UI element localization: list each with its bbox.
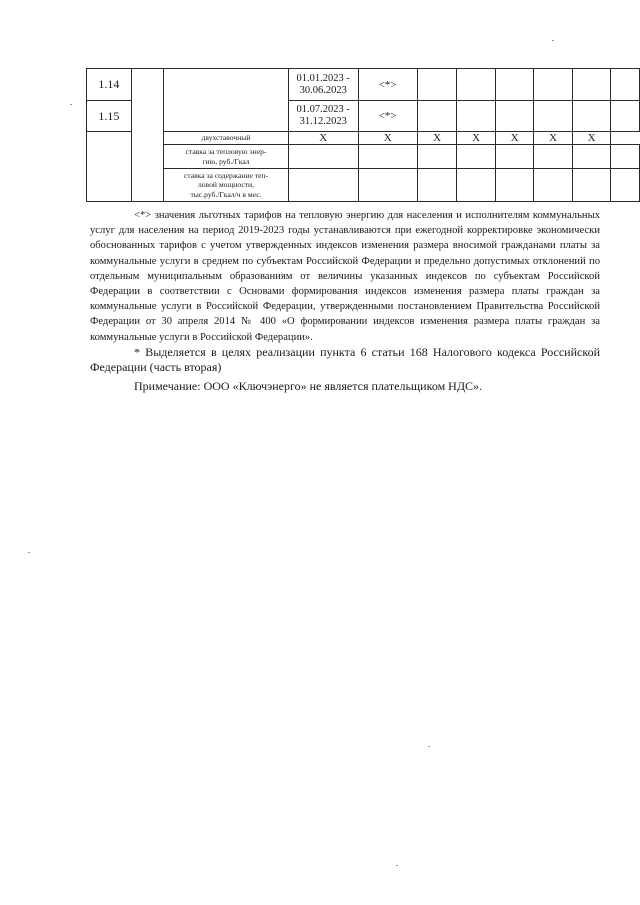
remark-note: Примечание: ООО «Ключэнерго» не является плательщиком НДС». bbox=[134, 378, 483, 393]
row-number: 1.14 bbox=[87, 69, 132, 101]
table-row bbox=[87, 69, 640, 101]
table-row bbox=[87, 145, 640, 169]
scan-speck bbox=[396, 865, 398, 866]
merged-blank-cell bbox=[131, 69, 163, 202]
vat-note: * Выделяется в целях реализации пункта 6 статьи 168 Налогового кодекса Российской Федерации (часть вторая) bbox=[90, 344, 600, 374]
x-mark: X bbox=[288, 132, 358, 145]
x-mark: X bbox=[358, 132, 417, 145]
period-end: 30.06.2023 bbox=[299, 84, 347, 96]
x-mark: X bbox=[457, 132, 496, 145]
x-mark: X bbox=[572, 132, 611, 145]
row-number: 1.15 bbox=[87, 101, 132, 132]
scan-speck bbox=[28, 552, 30, 553]
tariff-table bbox=[86, 68, 640, 202]
x-mark: X bbox=[495, 132, 534, 145]
x-mark: X bbox=[417, 132, 457, 145]
period-cell bbox=[288, 69, 358, 101]
scan-speck bbox=[70, 104, 72, 105]
period-start: 01.07.2023 - bbox=[296, 104, 350, 115]
period-end: 31.12.2023 bbox=[299, 116, 347, 127]
tariff-mark-cell: <*> bbox=[358, 69, 417, 101]
table-row bbox=[87, 169, 640, 202]
notes-block bbox=[90, 208, 600, 394]
footnote-paragraph: <*> значения льготных тарифов на тепловую энергию для населения и исполнителям коммунальных услуг для населения на период 2019-2023 годы устанавливаются при ежегодной корректировке экономически обоснованных тарифов с учетом утвержденных индексов изменения размера вносимой гражданами платы за коммунальные услуги в среднем по субъектам Российской Федерации и предельно допустимых отклонений по отдельным муниципальным образованиям от величины указанных индексов по субъектам Российской Федерации в соответствии с Основами формирования индексов изменения размера платы граждан за коммунальные услуги в Российской Федерации, утвержденными постановлением Правительства Российской Федерации от 30 апреля 2014 № 400 «О формировании индексов изменения размера платы граждан за коммунальные услуги в Российской Федерации». bbox=[90, 210, 600, 343]
two-part-label: двухставочный bbox=[164, 132, 289, 145]
x-mark: X bbox=[534, 132, 573, 145]
period-cell bbox=[288, 101, 358, 132]
scan-speck bbox=[552, 40, 554, 41]
rate-energy-label: ставка за тепловую энер- гию, руб./Гкал bbox=[164, 145, 289, 169]
blank-label-cell bbox=[164, 69, 289, 132]
blank-number-cell bbox=[87, 132, 132, 202]
rate-capacity-label: ставка за содержание теп- ловой мощности, тыс.руб./Гкал/ч в мес. bbox=[164, 169, 289, 202]
period-start: 01.01.2023 - bbox=[296, 72, 350, 84]
table-row bbox=[87, 132, 640, 145]
scan-speck bbox=[428, 746, 430, 747]
tariff-mark-cell: <*> bbox=[358, 101, 417, 132]
